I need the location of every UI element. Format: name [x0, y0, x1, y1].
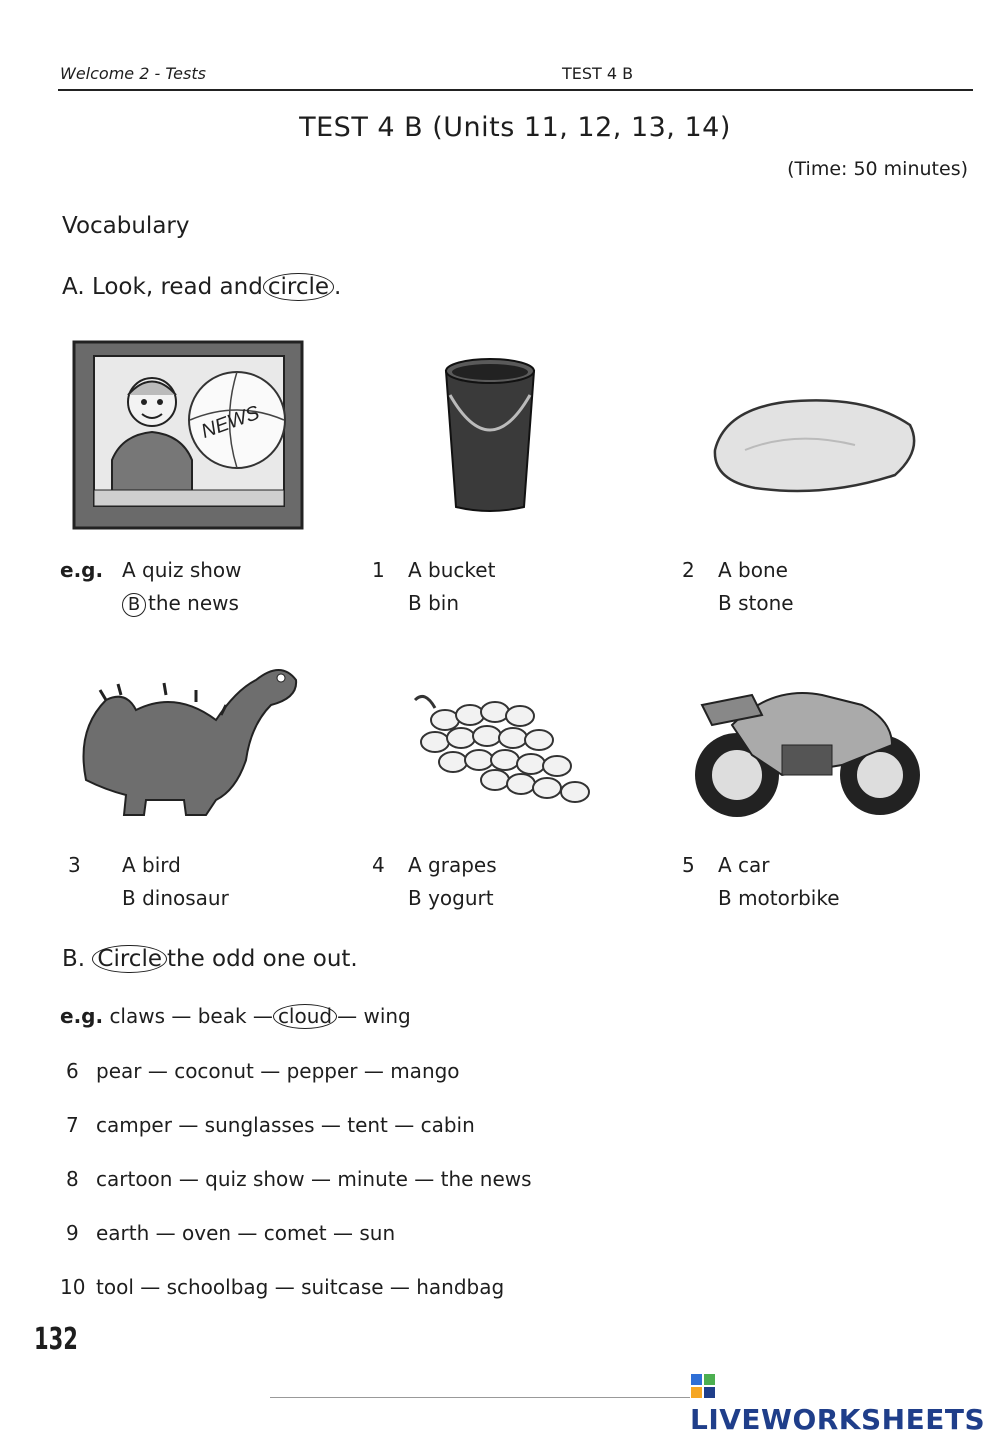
brand-name: LIVEWORKSHEETS: [690, 1403, 986, 1436]
brand-logo[interactable]: [690, 1370, 1000, 1436]
word-list[interactable]: camper — sunglasses — tent — cabin: [96, 1113, 475, 1137]
list-item: [66, 1113, 475, 1137]
option-b[interactable]: B motorbike: [718, 886, 840, 910]
page-title: TEST 4 B (Units 11, 12, 13, 14): [299, 112, 731, 143]
header-rule: [58, 89, 973, 91]
page-number: 132: [34, 1322, 78, 1357]
list-item: [372, 849, 497, 915]
part-b-label: B.: [62, 946, 86, 972]
example-row: [60, 1004, 411, 1029]
answer-circle-b[interactable]: B: [122, 593, 146, 617]
item-number: 8: [66, 1167, 79, 1191]
list-item: [682, 849, 840, 915]
liveworksheets-icon: [690, 1373, 716, 1399]
item-number: 7: [66, 1113, 79, 1137]
item-number: 5: [682, 853, 695, 877]
circled-word: Circle: [92, 945, 167, 973]
item-number: 1: [372, 558, 385, 582]
list-item: [60, 554, 242, 620]
word-list[interactable]: cartoon — quiz show — minute — the news: [96, 1167, 532, 1191]
item-number: 3: [68, 853, 81, 877]
item-number: 6: [66, 1059, 79, 1083]
instruction-period: .: [334, 274, 342, 300]
list-item: [372, 554, 495, 620]
word-list[interactable]: pear — coconut — pepper — mango: [96, 1059, 460, 1083]
option-b[interactable]: B yogurt: [408, 886, 494, 910]
grapes-picture: [405, 680, 600, 810]
tv-news-presenter-picture: [72, 340, 304, 530]
word-list[interactable]: earth — oven — comet — sun: [96, 1221, 396, 1245]
option-b[interactable]: B bin: [408, 591, 460, 615]
part-b-instruction-text: the odd one out.: [167, 946, 358, 972]
example-words-before: claws — beak —: [109, 1004, 273, 1028]
dinosaur-picture: [66, 650, 306, 820]
option-a[interactable]: A bucket: [408, 558, 496, 582]
list-item: [68, 849, 229, 915]
footer-rule: [270, 1397, 690, 1398]
option-b[interactable]: the news: [148, 591, 239, 615]
option-a[interactable]: A bird: [122, 853, 181, 877]
option-a[interactable]: A bone: [718, 558, 788, 582]
item-number: 10: [60, 1275, 86, 1299]
list-item: [682, 554, 794, 620]
item-number: e.g.: [60, 558, 104, 582]
circled-answer[interactable]: cloud: [273, 1004, 337, 1029]
circled-word: circle: [263, 273, 334, 301]
option-a[interactable]: A car: [718, 853, 770, 877]
svg-text:NEWS: NEWS: [198, 401, 263, 443]
example-words-after: — wing: [337, 1004, 411, 1028]
option-b[interactable]: B stone: [718, 591, 794, 615]
item-number: 4: [372, 853, 385, 877]
list-item: [66, 1059, 460, 1083]
option-a[interactable]: A grapes: [408, 853, 497, 877]
list-item: [60, 1275, 504, 1299]
item-number: 9: [66, 1221, 79, 1245]
section-heading: Vocabulary: [62, 213, 190, 239]
bucket-picture: [440, 355, 540, 515]
option-b[interactable]: B dinosaur: [122, 886, 229, 910]
item-number: e.g.: [60, 1004, 104, 1028]
list-item: [66, 1221, 395, 1245]
header-right: TEST 4 B: [562, 64, 634, 83]
stone-picture: [705, 390, 925, 500]
item-number: 2: [682, 558, 695, 582]
option-a[interactable]: A quiz show: [122, 558, 242, 582]
header-left: Welcome 2 - Tests: [60, 64, 206, 83]
list-item: [66, 1167, 532, 1191]
part-a-instruction-text: A. Look, read and: [62, 274, 263, 300]
part-b-instruction: [62, 945, 358, 973]
motorbike-picture: [692, 665, 924, 825]
word-list[interactable]: tool — schoolbag — suitcase — handbag: [96, 1275, 505, 1299]
time-limit: (Time: 50 minutes): [787, 158, 968, 180]
part-a-instruction: [62, 273, 341, 301]
